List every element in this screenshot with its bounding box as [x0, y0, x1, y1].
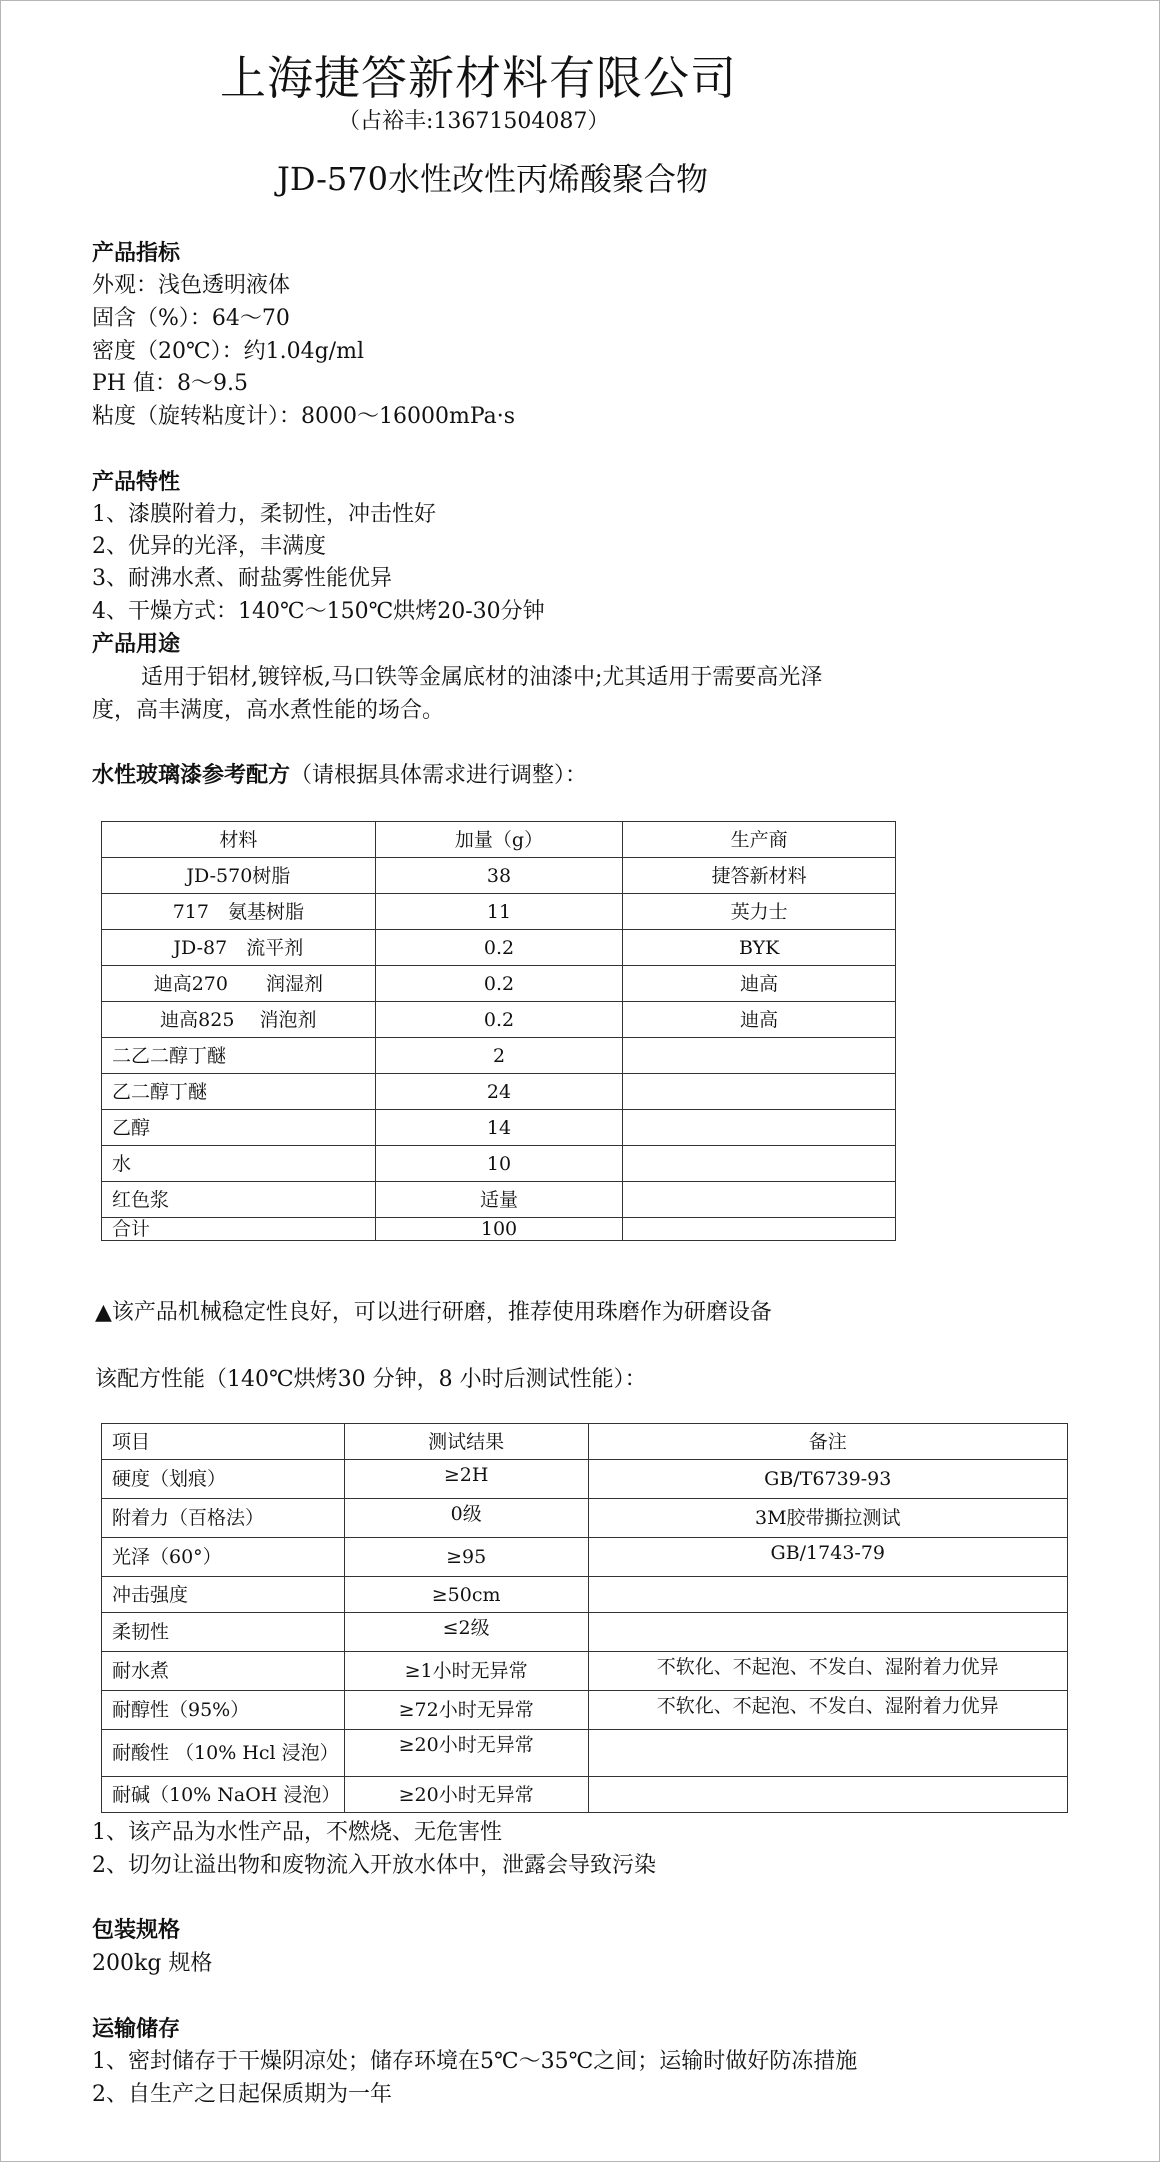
test-item-cell: 附着力（百格法） — [102, 1499, 345, 1538]
table-row — [102, 1538, 1068, 1577]
material-cell: 迪高270 润湿剂 — [102, 966, 376, 1002]
supplier-cell: 英力士 — [623, 894, 896, 930]
safety-note: 1、该产品为水性产品，不燃烧、无危害性 — [92, 1820, 502, 1845]
material-cell: 合计 — [102, 1218, 376, 1241]
features-heading: 产品特性 — [92, 470, 181, 495]
contact-info: （占裕丰:13671504087） — [338, 109, 610, 134]
test-item-cell: 光泽（60°） — [102, 1538, 345, 1577]
table-row — [102, 1110, 896, 1146]
feature-item: 1、漆膜附着力，柔韧性，冲击性好 — [92, 502, 436, 527]
product-title: JD-570水性改性丙烯酸聚合物 — [277, 160, 708, 198]
amount-cell: 0.2 — [375, 930, 623, 966]
spec-ph: PH 值：8～9.5 — [92, 371, 248, 396]
material-cell: 红色浆 — [102, 1182, 376, 1218]
table-header-row — [102, 1424, 1068, 1460]
amount-cell: 14 — [375, 1110, 623, 1146]
test-item-cell: 冲击强度 — [102, 1577, 345, 1613]
remark-cell — [588, 1730, 1067, 1777]
supplier-cell: 捷答新材料 — [623, 858, 896, 894]
remark-cell: GB/T6739-93 — [588, 1460, 1067, 1499]
amount-cell: 0.2 — [375, 966, 623, 1002]
grinding-note: ▲该产品机械稳定性良好，可以进行研磨，推荐使用珠磨作为研磨设备 — [95, 1300, 772, 1325]
usage-text-line2: 度，高丰满度，高水煮性能的场合。 — [92, 698, 445, 723]
supplier-cell: 迪高 — [623, 1002, 896, 1038]
result-cell: ≥72小时无异常 — [344, 1691, 588, 1730]
material-cell: 乙二醇丁醚 — [102, 1074, 376, 1110]
supplier-cell — [623, 1038, 896, 1074]
material-cell: 717 氨基树脂 — [102, 894, 376, 930]
test-item-cell: 耐酸性 （10% Hcl 浸泡） — [102, 1730, 345, 1777]
spec-solids: 固含（%）：64～70 — [92, 306, 290, 331]
table-row — [102, 1074, 896, 1110]
supplier-cell: 迪高 — [623, 966, 896, 1002]
table-row — [102, 1577, 1068, 1613]
remark-cell — [588, 1777, 1067, 1813]
table-row — [102, 1691, 1068, 1730]
supplier-cell: BYK — [623, 930, 896, 966]
amount-cell: 100 — [375, 1218, 623, 1241]
table-row — [102, 1146, 896, 1182]
amount-cell: 适量 — [375, 1182, 623, 1218]
table-row — [102, 930, 896, 966]
table-header-row — [102, 822, 896, 858]
remark-cell: 不软化、不起泡、不发白、湿附着力优异 — [588, 1691, 1067, 1730]
packaging-text: 200kg 规格 — [92, 1951, 213, 1976]
table-row — [102, 1730, 1068, 1777]
test-item-cell: 耐碱（10% NaOH 浸泡） — [102, 1777, 345, 1813]
table-row — [102, 1182, 896, 1218]
remark-cell: GB/1743-79 — [588, 1538, 1067, 1577]
column-header: 备注 — [588, 1424, 1067, 1460]
table-row — [102, 1499, 1068, 1538]
material-cell: JD-87 流平剂 — [102, 930, 376, 966]
company-name: 上海捷答新材料有限公司 — [220, 51, 737, 105]
formula-table — [101, 821, 896, 1241]
table-row — [102, 966, 896, 1002]
result-cell: ≥1小时无异常 — [344, 1652, 588, 1691]
material-cell: 二乙二醇丁醚 — [102, 1038, 376, 1074]
specs-heading: 产品指标 — [92, 241, 181, 266]
table-row — [102, 894, 896, 930]
formula-note: （请根据具体需求进行调整）： — [290, 763, 588, 788]
performance-intro: 该配方性能（140℃烘烤30 分钟，8 小时后测试性能）： — [95, 1367, 647, 1392]
safety-note: 2、切勿让溢出物和废物流入开放水体中，泄露会导致污染 — [92, 1853, 656, 1878]
result-cell: 0级 — [344, 1499, 588, 1538]
feature-item: 4、干燥方式：140℃～150℃烘烤20-30分钟 — [92, 599, 545, 624]
storage-item: 2、自生产之日起保质期为一年 — [92, 2082, 392, 2107]
material-cell: 迪高825 消泡剂 — [102, 1002, 376, 1038]
result-cell: ≤2级 — [344, 1613, 588, 1652]
spec-density: 密度（20℃）：约1.04g/ml — [92, 339, 364, 364]
spec-viscosity: 粘度（旋转粘度计）：8000～16000mPa·s — [92, 404, 516, 429]
supplier-cell — [623, 1146, 896, 1182]
test-item-cell: 耐醇性（95%） — [102, 1691, 345, 1730]
column-header: 生产商 — [623, 822, 896, 858]
result-cell: ≥20小时无异常 — [344, 1777, 588, 1813]
remark-cell — [588, 1577, 1067, 1613]
formula-heading-line — [92, 758, 587, 789]
table-row — [102, 1652, 1068, 1691]
supplier-cell — [623, 1074, 896, 1110]
remark-cell: 3M胶带撕拉测试 — [588, 1499, 1067, 1538]
result-cell: ≥95 — [344, 1538, 588, 1577]
material-cell: 乙醇 — [102, 1110, 376, 1146]
remark-cell: 不软化、不起泡、不发白、湿附着力优异 — [588, 1652, 1067, 1691]
supplier-cell — [623, 1110, 896, 1146]
amount-cell: 2 — [375, 1038, 623, 1074]
column-header: 加量（g） — [375, 822, 623, 858]
material-cell: 水 — [102, 1146, 376, 1182]
supplier-cell — [623, 1182, 896, 1218]
material-cell: JD-570树脂 — [102, 858, 376, 894]
test-item-cell: 柔韧性 — [102, 1613, 345, 1652]
performance-table — [101, 1423, 1068, 1813]
amount-cell: 24 — [375, 1074, 623, 1110]
column-header: 测试结果 — [344, 1424, 588, 1460]
table-row — [102, 1460, 1068, 1499]
table-total-row — [102, 1218, 896, 1241]
feature-item: 3、耐沸水煮、耐盐雾性能优异 — [92, 566, 392, 591]
usage-heading: 产品用途 — [92, 632, 181, 657]
result-cell: ≥2H — [344, 1460, 588, 1499]
formula-heading: 水性玻璃漆参考配方 — [92, 763, 291, 788]
result-cell: ≥20小时无异常 — [344, 1730, 588, 1777]
table-row — [102, 858, 896, 894]
amount-cell: 38 — [375, 858, 623, 894]
column-header: 项目 — [102, 1424, 345, 1460]
packaging-heading: 包装规格 — [92, 1918, 181, 1943]
column-header: 材料 — [102, 822, 376, 858]
storage-item: 1、密封储存于干燥阴凉处；储存环境在5℃～35℃之间；运输时做好防冻措施 — [92, 2049, 858, 2074]
supplier-cell — [623, 1218, 896, 1241]
remark-cell — [588, 1613, 1067, 1652]
test-item-cell: 硬度（划痕） — [102, 1460, 345, 1499]
table-row — [102, 1777, 1068, 1813]
amount-cell: 0.2 — [375, 1002, 623, 1038]
test-item-cell: 耐水煮 — [102, 1652, 345, 1691]
feature-item: 2、优异的光泽，丰满度 — [92, 534, 326, 559]
table-row — [102, 1613, 1068, 1652]
amount-cell: 10 — [375, 1146, 623, 1182]
result-cell: ≥50cm — [344, 1577, 588, 1613]
amount-cell: 11 — [375, 894, 623, 930]
usage-text-line1: 适用于铝材,镀锌板,马口铁等金属底材的油漆中;尤其适用于需要高光泽 — [141, 665, 823, 690]
table-row — [102, 1038, 896, 1074]
table-row — [102, 1002, 896, 1038]
spec-appearance: 外观：浅色透明液体 — [92, 273, 291, 298]
storage-heading: 运输储存 — [92, 2017, 181, 2042]
